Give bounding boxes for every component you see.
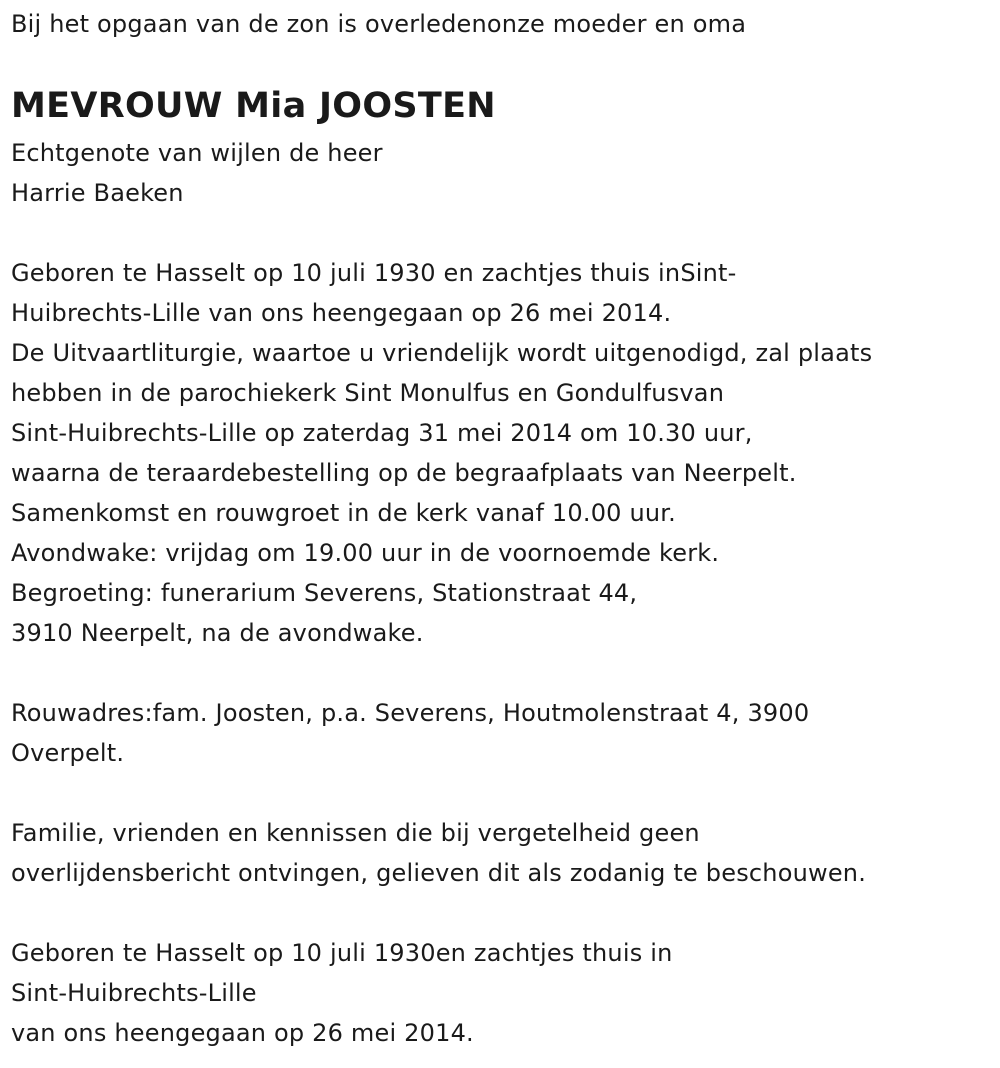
detail-line: Avondwake: vrijdag om 19.00 uur in de voornoemde kerk.	[11, 539, 720, 567]
detail-line: Sint-Huibrechts-Lille op zaterdag 31 mei 2014 om 10.30 uur,	[11, 419, 753, 447]
detail-line: Begroeting: funerarium Severens, Stationstraat 44,	[11, 579, 638, 607]
birth-death-block	[11, 933, 673, 1053]
family-notice-block	[11, 813, 866, 893]
family-line: overlijdensbericht ontvingen, gelieven dit als zodanig te beschouwen.	[11, 859, 867, 887]
repeat-line: van ons heengegaan op 26 mei 2014.	[11, 1019, 474, 1047]
intro-line: Bij het opgaan van de zon is overledenonze moeder en oma	[11, 10, 747, 38]
address-line: Rouwadres:fam. Joosten, p.a. Severens, Houtmolenstraat 4, 3900	[11, 699, 810, 727]
detail-line: 3910 Neerpelt, na de avondwake.	[11, 619, 424, 647]
detail-line: hebben in de parochiekerk Sint Monulfus en Gondulfusvan	[11, 379, 725, 407]
deceased-name: MEVROUW Mia JOOSTEN	[11, 86, 496, 126]
detail-line: Samenkomst en rouwgroet in de kerk vanaf 10.00 uur.	[11, 499, 676, 527]
family-line: Familie, vrienden en kennissen die bij vergetelheid geen	[11, 819, 700, 847]
funeral-details-block	[11, 253, 872, 653]
spouse-line: Harrie Baeken	[11, 179, 184, 207]
mourning-address-block	[11, 693, 809, 773]
detail-line: Geboren te Hasselt op 10 juli 1930 en zachtjes thuis inSint-	[11, 259, 737, 287]
detail-line: waarna de teraardebestelling op de begraafplaats van Neerpelt.	[11, 459, 797, 487]
address-line: Overpelt.	[11, 739, 125, 767]
repeat-line: Sint-Huibrechts-Lille	[11, 979, 257, 1007]
spouse-line: Echtgenote van wijlen de heer	[11, 139, 383, 167]
detail-line: De Uitvaartliturgie, waartoe u vriendelijk wordt uitgenodigd, zal plaats	[11, 339, 873, 367]
detail-line: Huibrechts-Lille van ons heengegaan op 26 mei 2014.	[11, 299, 672, 327]
spouse-block	[11, 133, 383, 213]
repeat-line: Geboren te Hasselt op 10 juli 1930en zachtjes thuis in	[11, 939, 673, 967]
